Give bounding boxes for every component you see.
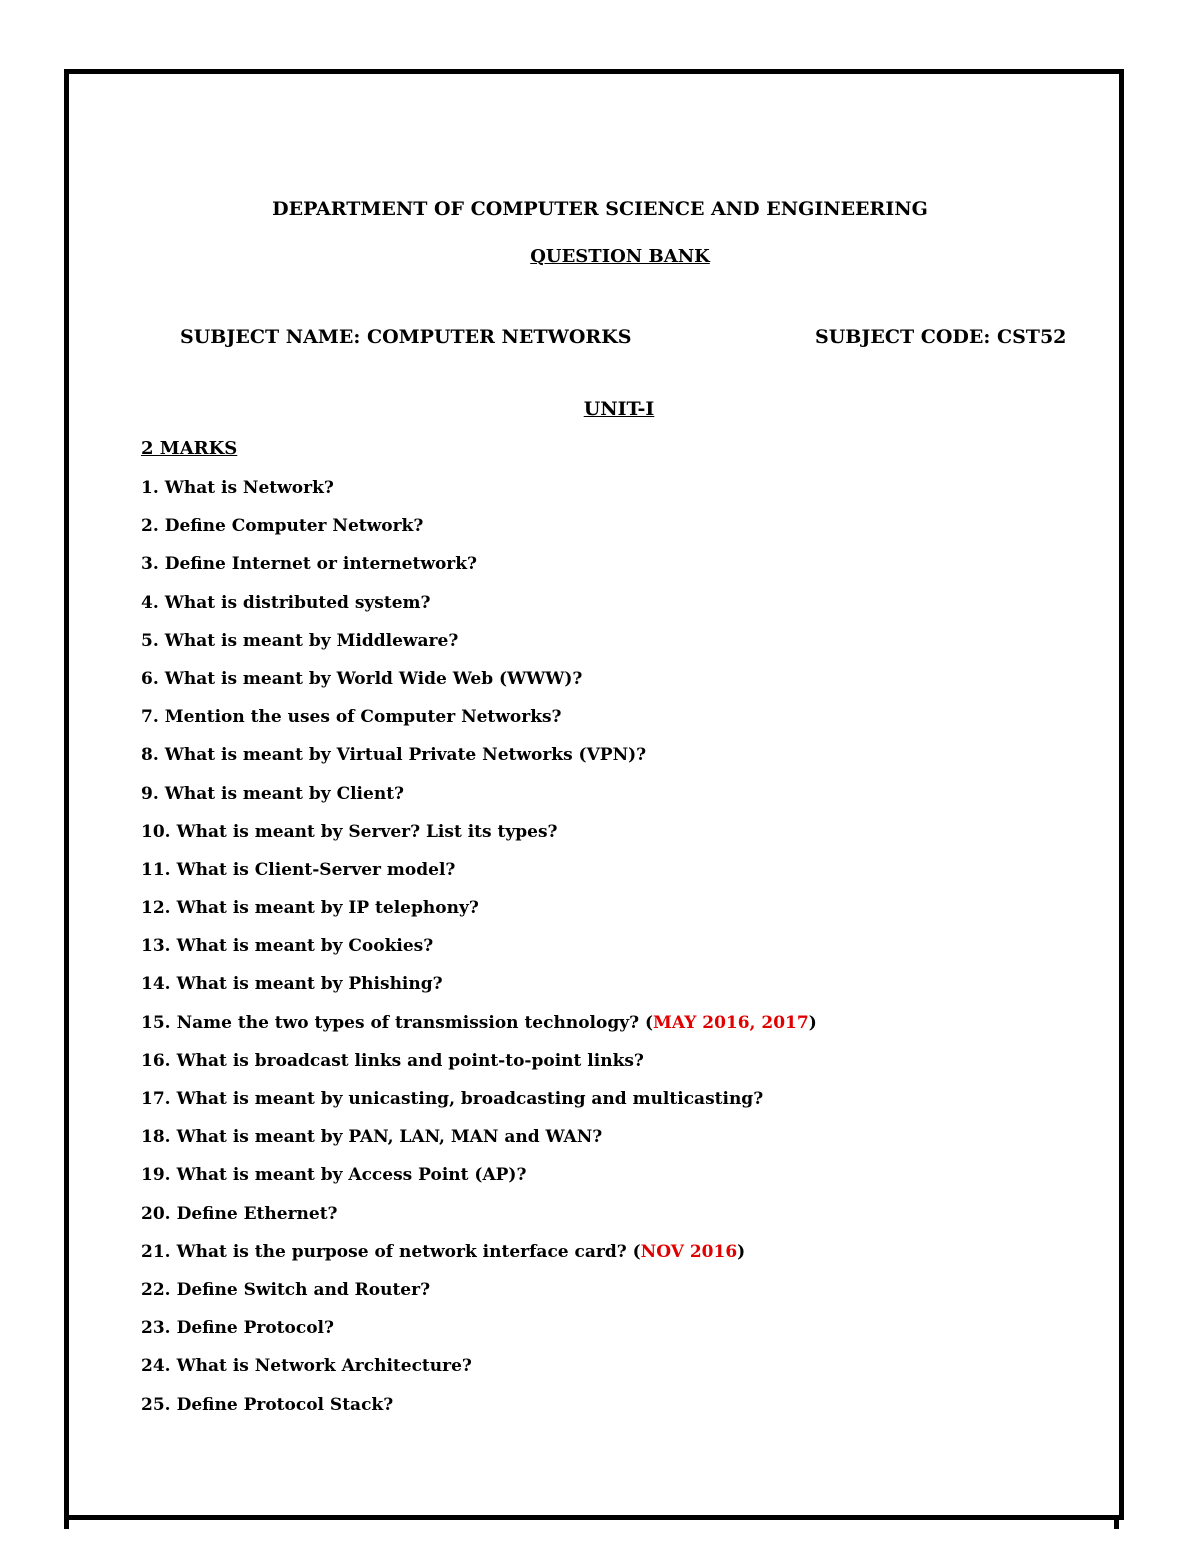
question-text: What is meant by Virtual Private Networks (VPN)? xyxy=(164,745,647,766)
question-number: 17. xyxy=(141,1089,171,1109)
question-number: 22. xyxy=(141,1279,171,1300)
question-text: What is Network Architecture? xyxy=(176,1356,472,1377)
question-item xyxy=(141,1087,817,1125)
page-border-tail-right xyxy=(1114,1515,1119,1529)
closing-paren: ) xyxy=(808,1012,817,1033)
question-item xyxy=(141,896,817,934)
question-number: 25. xyxy=(141,1394,171,1415)
question-item xyxy=(141,782,817,820)
question-number: 15. xyxy=(141,1012,171,1033)
question-number: 8. xyxy=(141,745,159,766)
question-number: 19. xyxy=(141,1165,171,1186)
question-item xyxy=(141,476,817,514)
question-item xyxy=(141,1125,817,1163)
question-item xyxy=(141,743,817,781)
question-number: 18. xyxy=(141,1127,171,1148)
question-item xyxy=(141,1163,817,1201)
question-text: What is Network? xyxy=(164,478,334,498)
question-item xyxy=(141,514,817,552)
question-number: 6. xyxy=(141,668,159,689)
question-number: 21. xyxy=(141,1241,171,1262)
section-heading: 2 MARKS xyxy=(141,438,238,459)
question-text: What is meant by Phishing? xyxy=(176,974,443,995)
question-text: What is meant by IP telephony? xyxy=(176,898,479,919)
question-item xyxy=(141,858,817,896)
question-item xyxy=(141,629,817,667)
question-number: 1. xyxy=(141,478,159,498)
question-item xyxy=(141,1202,817,1240)
question-number: 9. xyxy=(141,783,159,804)
question-number: 20. xyxy=(141,1203,171,1224)
question-number: 12. xyxy=(141,898,171,919)
question-item xyxy=(141,552,817,590)
question-number: 10. xyxy=(141,821,171,842)
subject-name: SUBJECT NAME: COMPUTER NETWORKS xyxy=(180,326,632,348)
question-number: 3. xyxy=(141,554,159,575)
question-text: What is the purpose of network interface card? ( xyxy=(176,1241,641,1262)
question-item xyxy=(141,1316,817,1354)
question-list xyxy=(141,476,817,1431)
unit-title: UNIT-I xyxy=(583,398,655,420)
exam-reference: NOV 2016 xyxy=(640,1241,738,1262)
question-text: Define Internet or internetwork? xyxy=(164,554,478,575)
question-text: Define Protocol Stack? xyxy=(176,1394,394,1415)
question-text: What is meant by PAN, LAN, MAN and WAN? xyxy=(176,1127,603,1148)
question-item xyxy=(141,1354,817,1392)
question-item xyxy=(141,934,817,972)
question-item xyxy=(141,1011,817,1049)
question-text: Name the two types of transmission technology? ( xyxy=(176,1012,654,1033)
question-item xyxy=(141,1393,817,1431)
question-item xyxy=(141,1240,817,1278)
document-title: QUESTION BANK xyxy=(530,246,710,267)
question-text: Define Switch and Router? xyxy=(176,1279,431,1300)
question-number: 4. xyxy=(141,592,159,613)
question-text: What is meant by Server? List its types? xyxy=(176,821,558,842)
question-number: 16. xyxy=(141,1050,171,1071)
question-text: What is distributed system? xyxy=(164,592,431,613)
question-text: Define Protocol? xyxy=(176,1318,334,1339)
question-text: What is meant by unicasting, broadcasting and multicasting? xyxy=(176,1089,764,1109)
question-number: 5. xyxy=(141,630,159,651)
question-number: 24. xyxy=(141,1356,171,1377)
question-text: What is meant by Cookies? xyxy=(176,936,434,957)
exam-reference: MAY 2016, 2017 xyxy=(653,1012,809,1033)
question-item xyxy=(141,972,817,1010)
question-item xyxy=(141,667,817,705)
question-number: 14. xyxy=(141,974,171,995)
question-number: 2. xyxy=(141,516,159,537)
question-number: 23. xyxy=(141,1318,171,1339)
question-item xyxy=(141,1049,817,1087)
question-text: What is meant by Access Point (AP)? xyxy=(176,1165,527,1186)
question-item xyxy=(141,591,817,629)
question-item xyxy=(141,705,817,743)
question-number: 11. xyxy=(141,859,171,880)
question-number: 7. xyxy=(141,707,159,728)
question-text: Mention the uses of Computer Networks? xyxy=(164,707,562,728)
closing-paren: ) xyxy=(737,1241,746,1262)
question-text: Define Computer Network? xyxy=(164,516,424,537)
question-text: What is meant by Middleware? xyxy=(164,630,459,651)
question-text: What is Client-Server model? xyxy=(176,859,456,880)
question-text: Define Ethernet? xyxy=(176,1203,338,1224)
page-border-tail-left xyxy=(64,1515,69,1529)
department-title: DEPARTMENT OF COMPUTER SCIENCE AND ENGINEERING xyxy=(272,198,928,220)
question-number: 13. xyxy=(141,936,171,957)
question-text: What is meant by Client? xyxy=(164,783,405,804)
subject-code: SUBJECT CODE: CST52 xyxy=(815,326,1067,348)
question-item xyxy=(141,1278,817,1316)
question-text: What is meant by World Wide Web (WWW)? xyxy=(164,668,583,689)
question-item xyxy=(141,820,817,858)
question-text: What is broadcast links and point-to-point links? xyxy=(176,1050,644,1071)
